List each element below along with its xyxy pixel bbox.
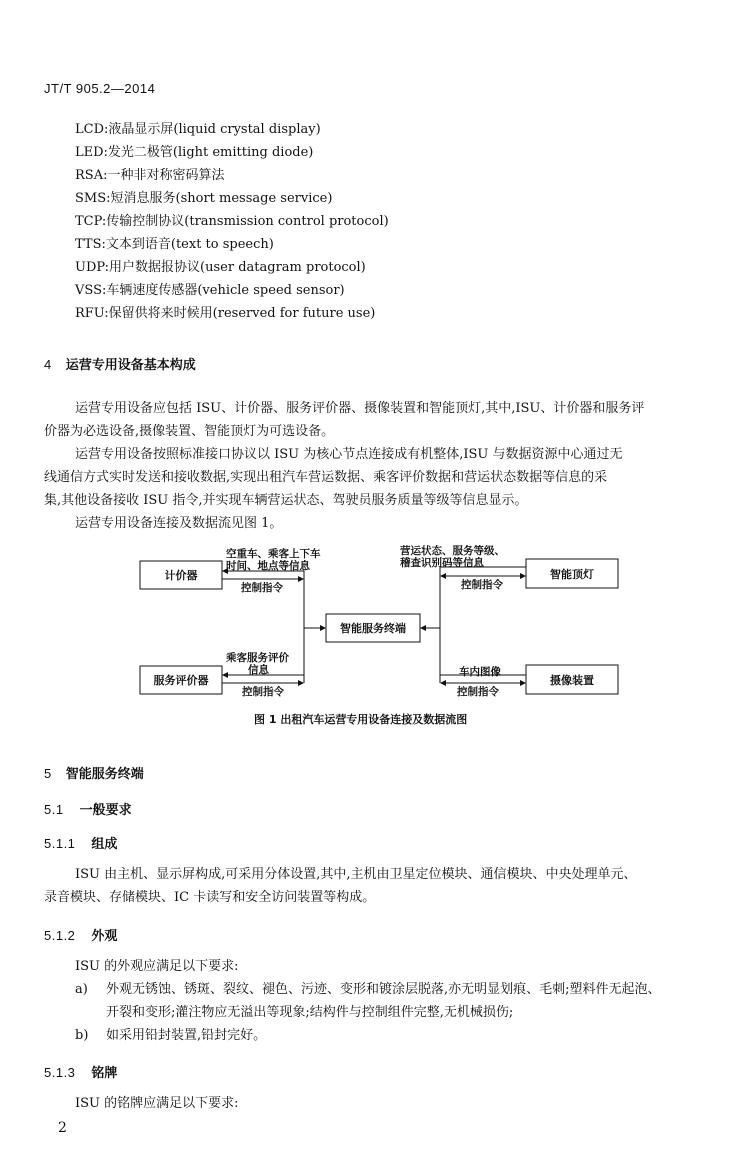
paragraph-line: 价器为必选设备,摄像装置、智能顶灯为可选设备。 (44, 424, 335, 439)
section-number: 5.1.1 (44, 836, 76, 851)
section-number: 5.1.3 (44, 1065, 76, 1080)
section-title: 铭牌 (91, 1066, 118, 1081)
cam-data-label: 车内图像 (459, 666, 501, 678)
list-item-text: 开裂和变形;灌注物应无溢出等现象;结构件与控制组件完整,无机械损伤; (106, 1005, 514, 1020)
evaluator-box-label: 服务评价器 (153, 674, 209, 687)
section-title: 组成 (91, 837, 118, 852)
section-title: 一般要求 (79, 803, 132, 818)
subsection-5-1-2-heading (44, 925, 117, 944)
light-cmd-label: 控制指令 (461, 579, 503, 591)
camera-box-label: 摄像装置 (550, 674, 594, 687)
light-data-label: 稽查识别码等信息 (400, 557, 484, 569)
section-number: 5.1 (44, 802, 64, 817)
abbreviation-item: VSS:车辆速度传感器(vehicle speed sensor) (75, 283, 345, 298)
abbreviation-item: TCP:传输控制协议(transmission control protocol) (75, 214, 389, 229)
toplight-box-label: 智能顶灯 (550, 568, 594, 581)
abbreviation-item: UDP:用户数据报协议(user datagram protocol) (75, 260, 366, 275)
page-number: 2 (58, 1120, 67, 1136)
abbreviation-item: LED:发光二极管(light emitting diode) (75, 145, 314, 160)
paragraph-line: ISU 的外观应满足以下要求: (75, 959, 239, 974)
abbreviation-item: SMS:短消息服务(short message service) (75, 191, 333, 206)
paragraph-line: 运营专用设备应包括 ISU、计价器、服务评价器、摄像装置和智能顶灯,其中,ISU、计价器和服务评 (75, 401, 645, 416)
cam-cmd-label: 控制指令 (457, 686, 499, 698)
light-data-label: 营运状态、服务等级、 (400, 545, 505, 557)
eval-cmd-label: 控制指令 (242, 686, 284, 698)
arrowhead (298, 680, 304, 686)
section-number: 5 (44, 766, 52, 781)
meter-box-label: 计价器 (164, 569, 198, 582)
section-number: 4 (44, 357, 52, 372)
figure-caption: 图 1 出租汽车运营专用设备连接及数据流图 (254, 713, 468, 726)
paragraph-line: 录音模块、存储模块、IC 卡读写和安全访问装置等构成。 (44, 890, 376, 905)
paragraph-line: 运营专用设备连接及数据流见图 1。 (75, 516, 283, 531)
section-title: 外观 (91, 929, 118, 944)
arrowhead (298, 576, 304, 582)
section-title: 运营专用设备基本构成 (65, 358, 196, 373)
section-number: 5.1.2 (44, 928, 76, 943)
paragraph-line: 线通信方式实时发送和接收数据,实现出租汽车营运数据、乘客评价数据和营运状态数据等信息的采 (44, 470, 608, 485)
abbreviation-item: LCD:液晶显示屏(liquid crystal display) (75, 122, 321, 137)
section-title: 智能服务终端 (65, 767, 144, 782)
subsection-5-1-1-heading (44, 833, 117, 852)
abbreviation-item: TTS:文本到语音(text to speech) (75, 237, 274, 252)
list-marker: a) (75, 982, 88, 997)
list-item-text: 如采用铅封装置,铅封完好。 (106, 1028, 267, 1043)
arrowhead (420, 625, 426, 631)
abbreviation-item: RSA:一种非对称密码算法 (75, 168, 225, 183)
subsection-5-1-3-heading (44, 1062, 117, 1081)
meter-cmd-label: 控制指令 (241, 582, 283, 594)
abbreviation-item: RFU:保留供将来时候用(reserved for future use) (75, 306, 376, 321)
eval-data-label: 乘客服务评价 (226, 652, 289, 664)
paragraph-line: ISU 由主机、显示屏构成,可采用分体设置,其中,主机由卫星定位模块、通信模块、中央处理单元、 (75, 867, 637, 882)
subsection-5-1-heading (44, 799, 132, 818)
standard-code: JT/T 905.2—2014 (44, 81, 156, 96)
meter-data-label: 空重车、乘客上下车 (226, 548, 321, 560)
section-5-heading (44, 763, 144, 782)
eval-data-label: 信息 (248, 664, 269, 676)
arrowhead (440, 573, 446, 579)
meter-data-label: 时间、地点等信息 (226, 560, 310, 572)
paragraph-line: 运营专用设备按照标准接口协议以 ISU 为核心节点连接成有机整体,ISU 与数据资源中心通过无 (75, 447, 623, 462)
list-item-text: 外观无锈蚀、锈斑、裂纹、褪色、污迹、变形和镀涂层脱落,亦无明显划痕、毛刺;塑料件无起泡、 (106, 982, 661, 997)
paragraph-line: ISU 的铭牌应满足以下要求: (75, 1096, 239, 1111)
list-marker: b) (75, 1028, 89, 1043)
terminal-box-label: 智能服务终端 (340, 622, 406, 635)
arrowhead (440, 680, 446, 686)
arrowhead (222, 672, 228, 678)
paragraph-line: 集,其他设备接收 ISU 指令,并实现车辆营运状态、驾驶员服务质量等级等信息显示。 (44, 493, 528, 508)
